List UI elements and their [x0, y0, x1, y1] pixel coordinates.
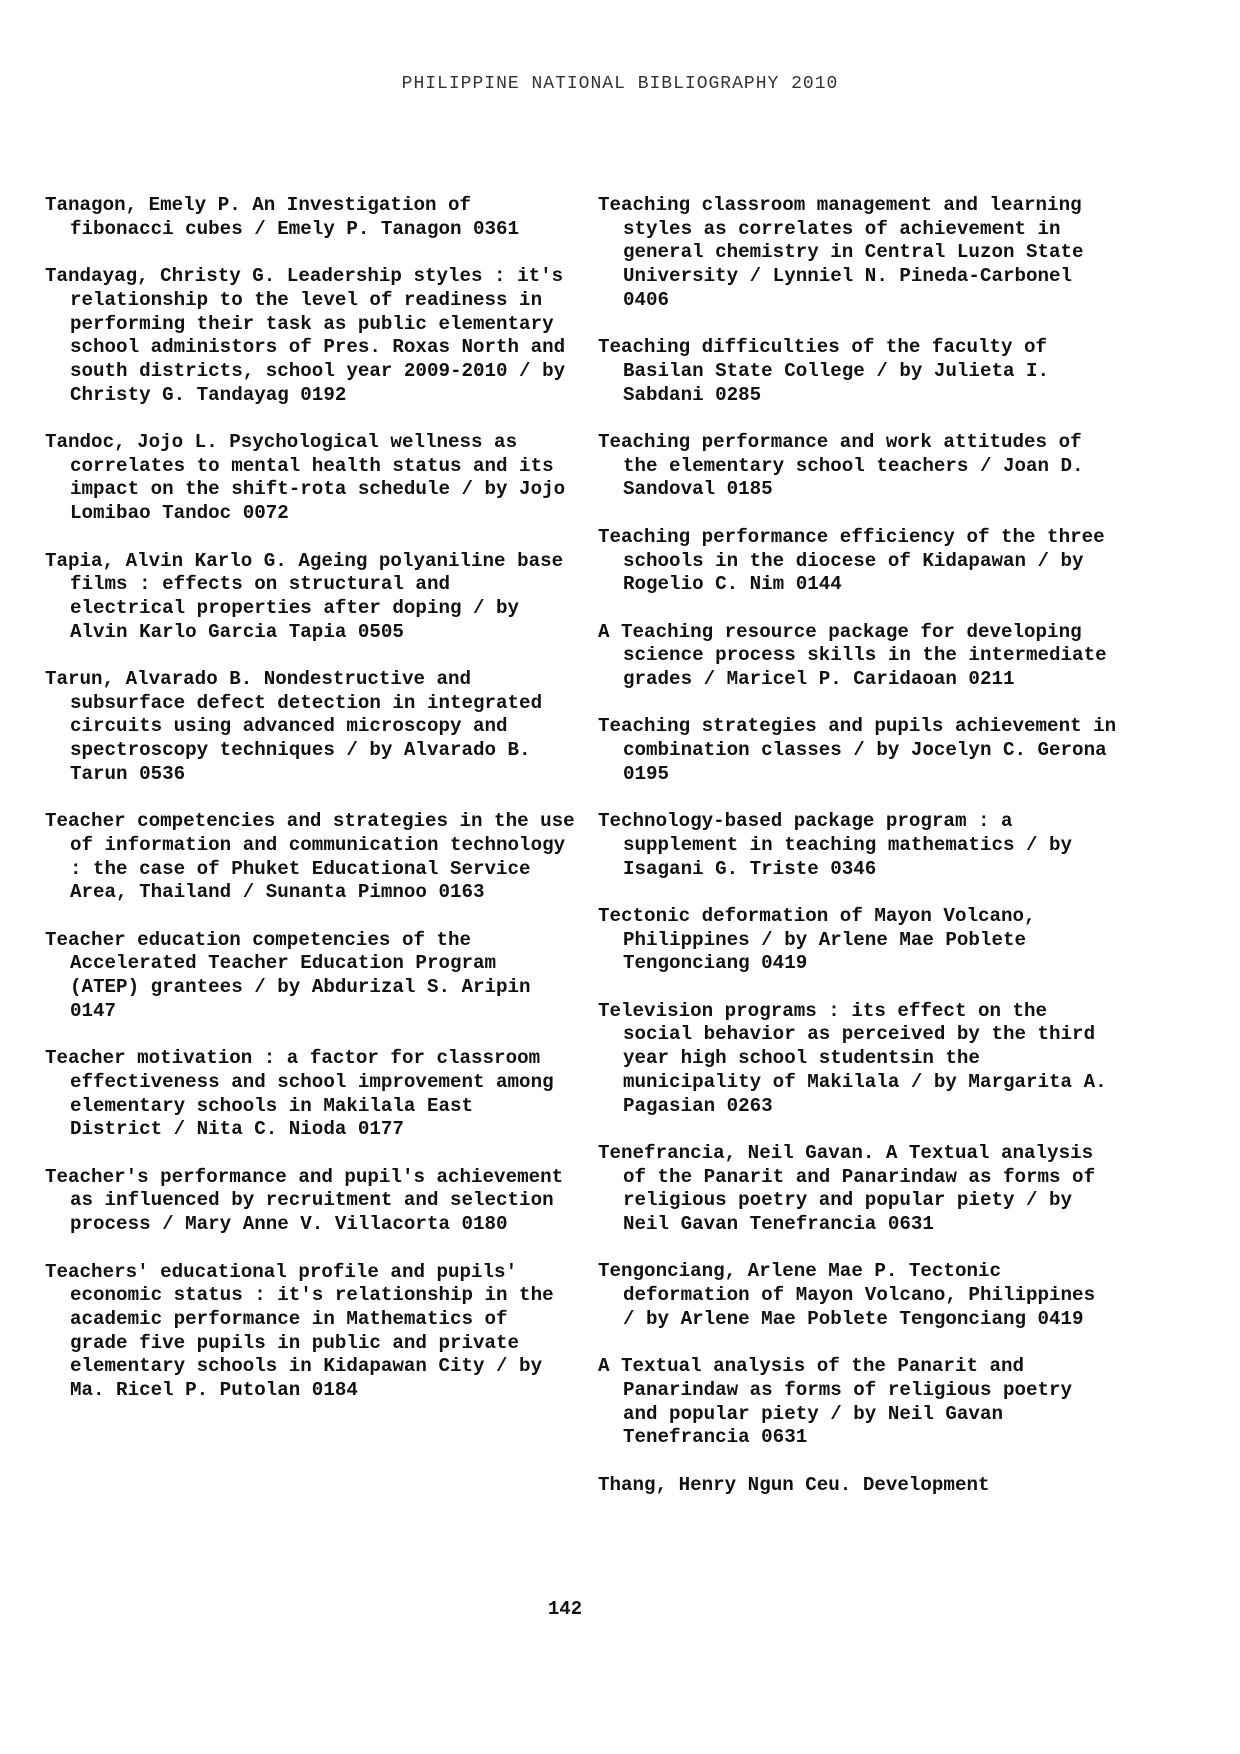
- bibliography-entry: Tengonciang, Arlene Mae P. Tectonic deformation of Mayon Volcano, Philippines / by Arlene Mae Poblete Tengonciang 0419: [598, 1260, 1096, 1330]
- bibliography-entry: Tapia, Alvin Karlo G. Ageing polyaniline base films : effects on structural and electrical properties after doping / by Alvin Karlo Garcia Tapia 0505: [45, 549, 564, 643]
- bibliography-entry: Teaching performance and work attitudes of the elementary school teachers / Joan D. Sandoval 0185: [598, 431, 1084, 501]
- bibliography-entry: Teacher education competencies of the Accelerated Teacher Education Program (ATEP) grantees / by Abdurizal S. Aripin 0147: [45, 928, 531, 1022]
- bibliography-entry: A Teaching resource package for developing science process skills in the intermediate grades / Maricel P. Caridaoan 0211: [598, 620, 1107, 690]
- bibliography-entry: Teaching strategies and pupils achievement in combination classes / by Jocelyn C. Gerona 0195: [598, 715, 1117, 785]
- bibliography-entry: Thang, Henry Ngun Ceu. Development: [598, 1473, 990, 1496]
- bibliography-entry: Tectonic deformation of Mayon Volcano, Philippines / by Arlene Mae Poblete Tengonciang 0419: [598, 904, 1036, 975]
- bibliography-entry: Tandoc, Jojo L. Psychological wellness as correlates to mental health status and its impact on the shift-rota schedule / by Jojo Lomibao Tandoc 0072: [45, 431, 566, 525]
- bibliography-entry: Teaching difficulties of the faculty of Basilan State College / by Julieta I. Sabdani 0285: [598, 336, 1050, 406]
- bibliography-entry: Teacher motivation : a factor for classroom effectiveness and school improvement among elementary schools in Makilala East District / Nita C. Nioda 0177: [45, 1047, 554, 1141]
- bibliography-entry: A Textual analysis of the Panarit and Panarindaw as forms of religious poetry and popular piety / by Neil Gavan Tenefrancia 0631: [598, 1355, 1073, 1449]
- bibliography-entry: Teaching performance efficiency of the three schools in the diocese of Kidapawan / by Rogelio C. Nim 0144: [598, 525, 1105, 596]
- page-header: PHILIPPINE NATIONAL BIBLIOGRAPHY 2010: [401, 74, 839, 94]
- bibliography-entry: Tanagon, Emely P. An Investigation of fibonacci cubes / Emely P. Tanagon 0361: [45, 194, 520, 240]
- bibliography-entry: Technology-based package program : a supplement in teaching mathematics / by Isagani G. Triste 0346: [598, 810, 1073, 880]
- bibliography-entry: Television programs : its effect on the social behavior as perceived by the third year high school studentsin the municipality of Makilala / by Margarita A. Pagasian 0263: [598, 999, 1107, 1117]
- bibliography-entry: Teacher's performance and pupil's achievement as influenced by recruitment and selection process / Mary Anne V. Villacorta 0180: [45, 1165, 564, 1236]
- page-number: 142: [547, 1598, 583, 1620]
- bibliography-entry: Tandayag, Christy G. Leadership styles : it's relationship to the level of readiness in performing their task as public elementary school administors of Pres. Roxas North and south districts, school year 2009-2010 / by Christy G. Tandayag 0192: [45, 265, 566, 406]
- bibliography-entry: Tenefrancia, Neil Gavan. A Textual analysis of the Panarit and Panarindaw as forms of religious poetry and popular piety / by Neil Gavan Tenefrancia 0631: [598, 1141, 1096, 1236]
- bibliography-entry: Teaching classroom management and learning styles as correlates of achievement in general chemistry in Central Luzon State University / Lynniel N. Pineda-Carbonel 0406: [598, 194, 1084, 311]
- bibliography-entry: Tarun, Alvarado B. Nondestructive and subsurface defect detection in integrated circuits using advanced microscopy and spectroscopy techniques / by Alvarado B. Tarun 0536: [45, 668, 543, 785]
- bibliography-entry: Teachers' educational profile and pupils' economic status : it's relationship in the academic performance in Mathematics of grade five pupils in public and private elementary schools in Kidapawan City / by Ma. Ricel P. Putolan 0184: [45, 1260, 554, 1402]
- right-column: [598, 194, 1118, 1521]
- left-column: [45, 194, 575, 1426]
- bibliography-entry: Teacher competencies and strategies in the use of information and communication technology : the case of Phuket Educational Service Area, Thailand / Sunanta Pimnoo 0163: [45, 810, 575, 904]
